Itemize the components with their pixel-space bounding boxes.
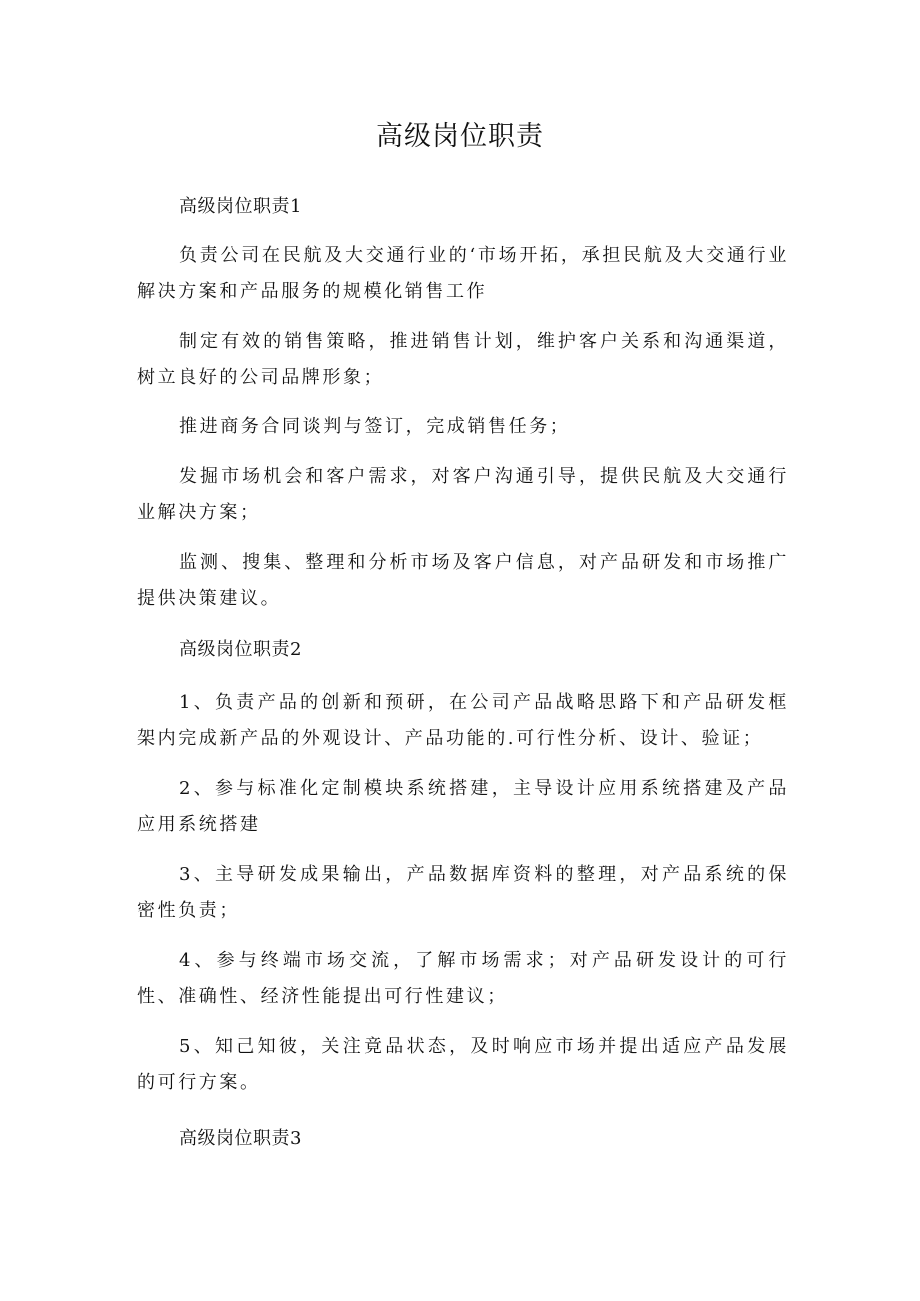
- section-heading-3: 高级岗位职责3: [179, 1128, 302, 1149]
- section-heading-2: 高级岗位职责2: [179, 639, 302, 660]
- paragraph: 1、负责产品的创新和预研，在公司产品战略思路下和产品研发框架内完成新产品的外观设计、产品功能的.可行性分析、设计、验证；: [137, 692, 789, 749]
- paragraph: 2、参与标准化定制模块系统搭建，主导设计应用系统搭建及产品应用系统搭建: [137, 778, 789, 835]
- paragraph: 监测、搜集、整理和分析市场及客户信息，对产品研发和市场推广提供决策建议。: [137, 552, 789, 609]
- section-heading-1: 高级岗位职责1: [179, 196, 302, 217]
- paragraph: 发掘市场机会和客户需求，对客户沟通引导，提供民航及大交通行业解决方案；: [137, 466, 789, 523]
- paragraph: 5、知己知彼，关注竟品状态，及时响应市场并提出适应产品发展的可行方案。: [137, 1036, 789, 1093]
- paragraph: 4、参与终端市场交流，了解市场需求；对产品研发设计的可行性、准确性、经济性能提出可行性建议；: [137, 950, 789, 1007]
- paragraph: 制定有效的销售策略，推进销售计划，维护客户关系和沟通渠道，树立良好的公司品牌形象；: [137, 331, 789, 388]
- paragraph: 3、主导研发成果输出，产品数据库资料的整理，对产品系统的保密性负责；: [137, 864, 789, 921]
- paragraph: 负责公司在民航及大交通行业的‘市场开拓，承担民航及大交通行业解决方案和产品服务的规模化销售工作: [137, 245, 789, 302]
- paragraph: 推进商务合同谈判与签订，完成销售任务；: [179, 416, 571, 437]
- document-title: 高级岗位职责: [376, 121, 544, 152]
